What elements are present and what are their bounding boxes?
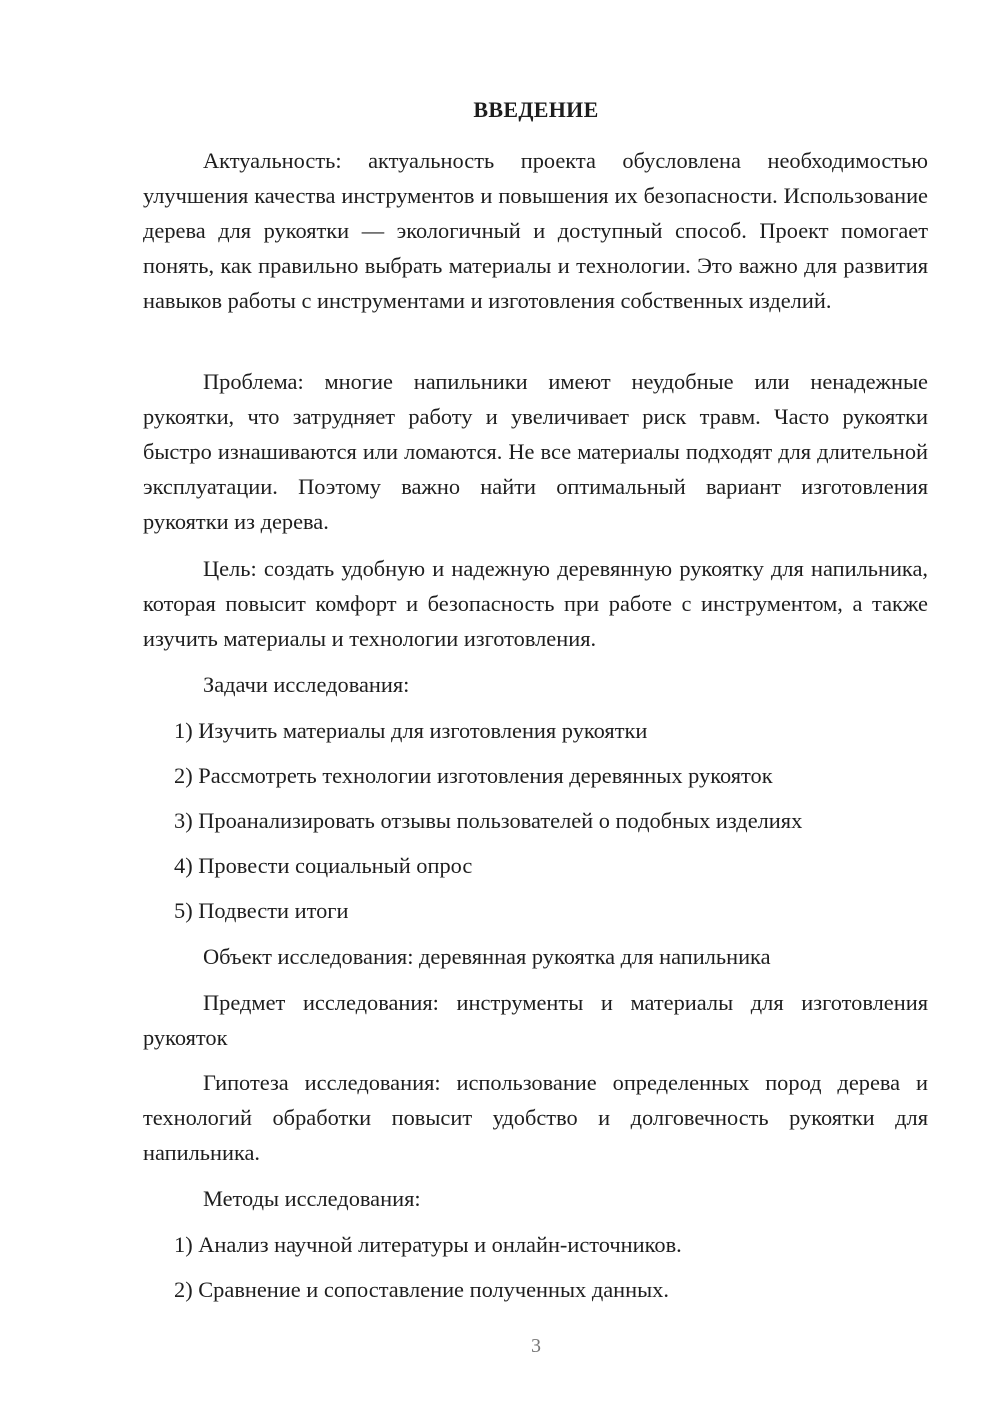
subject-paragraph: Предмет исследования: инструменты и материалы для изготовления рукояток	[143, 990, 928, 1050]
method-item: 1) Анализ научной литературы и онлайн-источников.	[174, 1232, 682, 1257]
object-paragraph: Объект исследования: деревянная рукоятка для напильника	[203, 944, 771, 969]
method-item: 2) Сравнение и сопоставление полученных данных.	[174, 1277, 669, 1302]
relevance-paragraph: Актуальность: актуальность проекта обусловлена необходимостью улучшения качества инструментов и повышения их безопасности. Использование дерева для рукоятки — экологичный и доступный способ. Проект помогает понять, как правильно выбрать материалы и технологии. Это важно для развития навыков работы с инструментами и изготовления собственных изделий.	[143, 148, 928, 313]
task-item: 5) Подвести итоги	[174, 898, 349, 923]
task-item: 4) Провести социальный опрос	[174, 853, 473, 878]
task-item: 1) Изучить материалы для изготовления рукоятки	[174, 718, 648, 743]
methods-title: Методы исследования:	[203, 1186, 421, 1211]
goal-paragraph: Цель: создать удобную и надежную деревянную рукоятку для напильника, которая повысит комфорт и безопасность при работе с инструментом, а также изучить материалы и технологии изготовления.	[143, 556, 928, 651]
task-item: 2) Рассмотреть технологии изготовления деревянных рукояток	[174, 763, 773, 788]
hypothesis-paragraph: Гипотеза исследования: использование определенных пород дерева и технологий обработки повысит удобство и долговечность рукоятки для напильника.	[143, 1070, 928, 1165]
page-number: 3	[531, 1335, 541, 1357]
tasks-title: Задачи исследования:	[203, 672, 410, 697]
problem-paragraph: Проблема: многие напильники имеют неудобные или ненадежные рукоятки, что затрудняет работу и увеличивает риск травм. Часто рукоятки быстро изнашиваются или ломаются. Не все материалы подходят для длительной эксплуатации. Поэтому важно найти оптимальный вариант изготовления рукоятки из дерева.	[143, 369, 928, 534]
page-title: ВВЕДЕНИЕ	[473, 97, 599, 122]
task-item: 3) Проанализировать отзывы пользователей о подобных изделиях	[174, 808, 803, 833]
